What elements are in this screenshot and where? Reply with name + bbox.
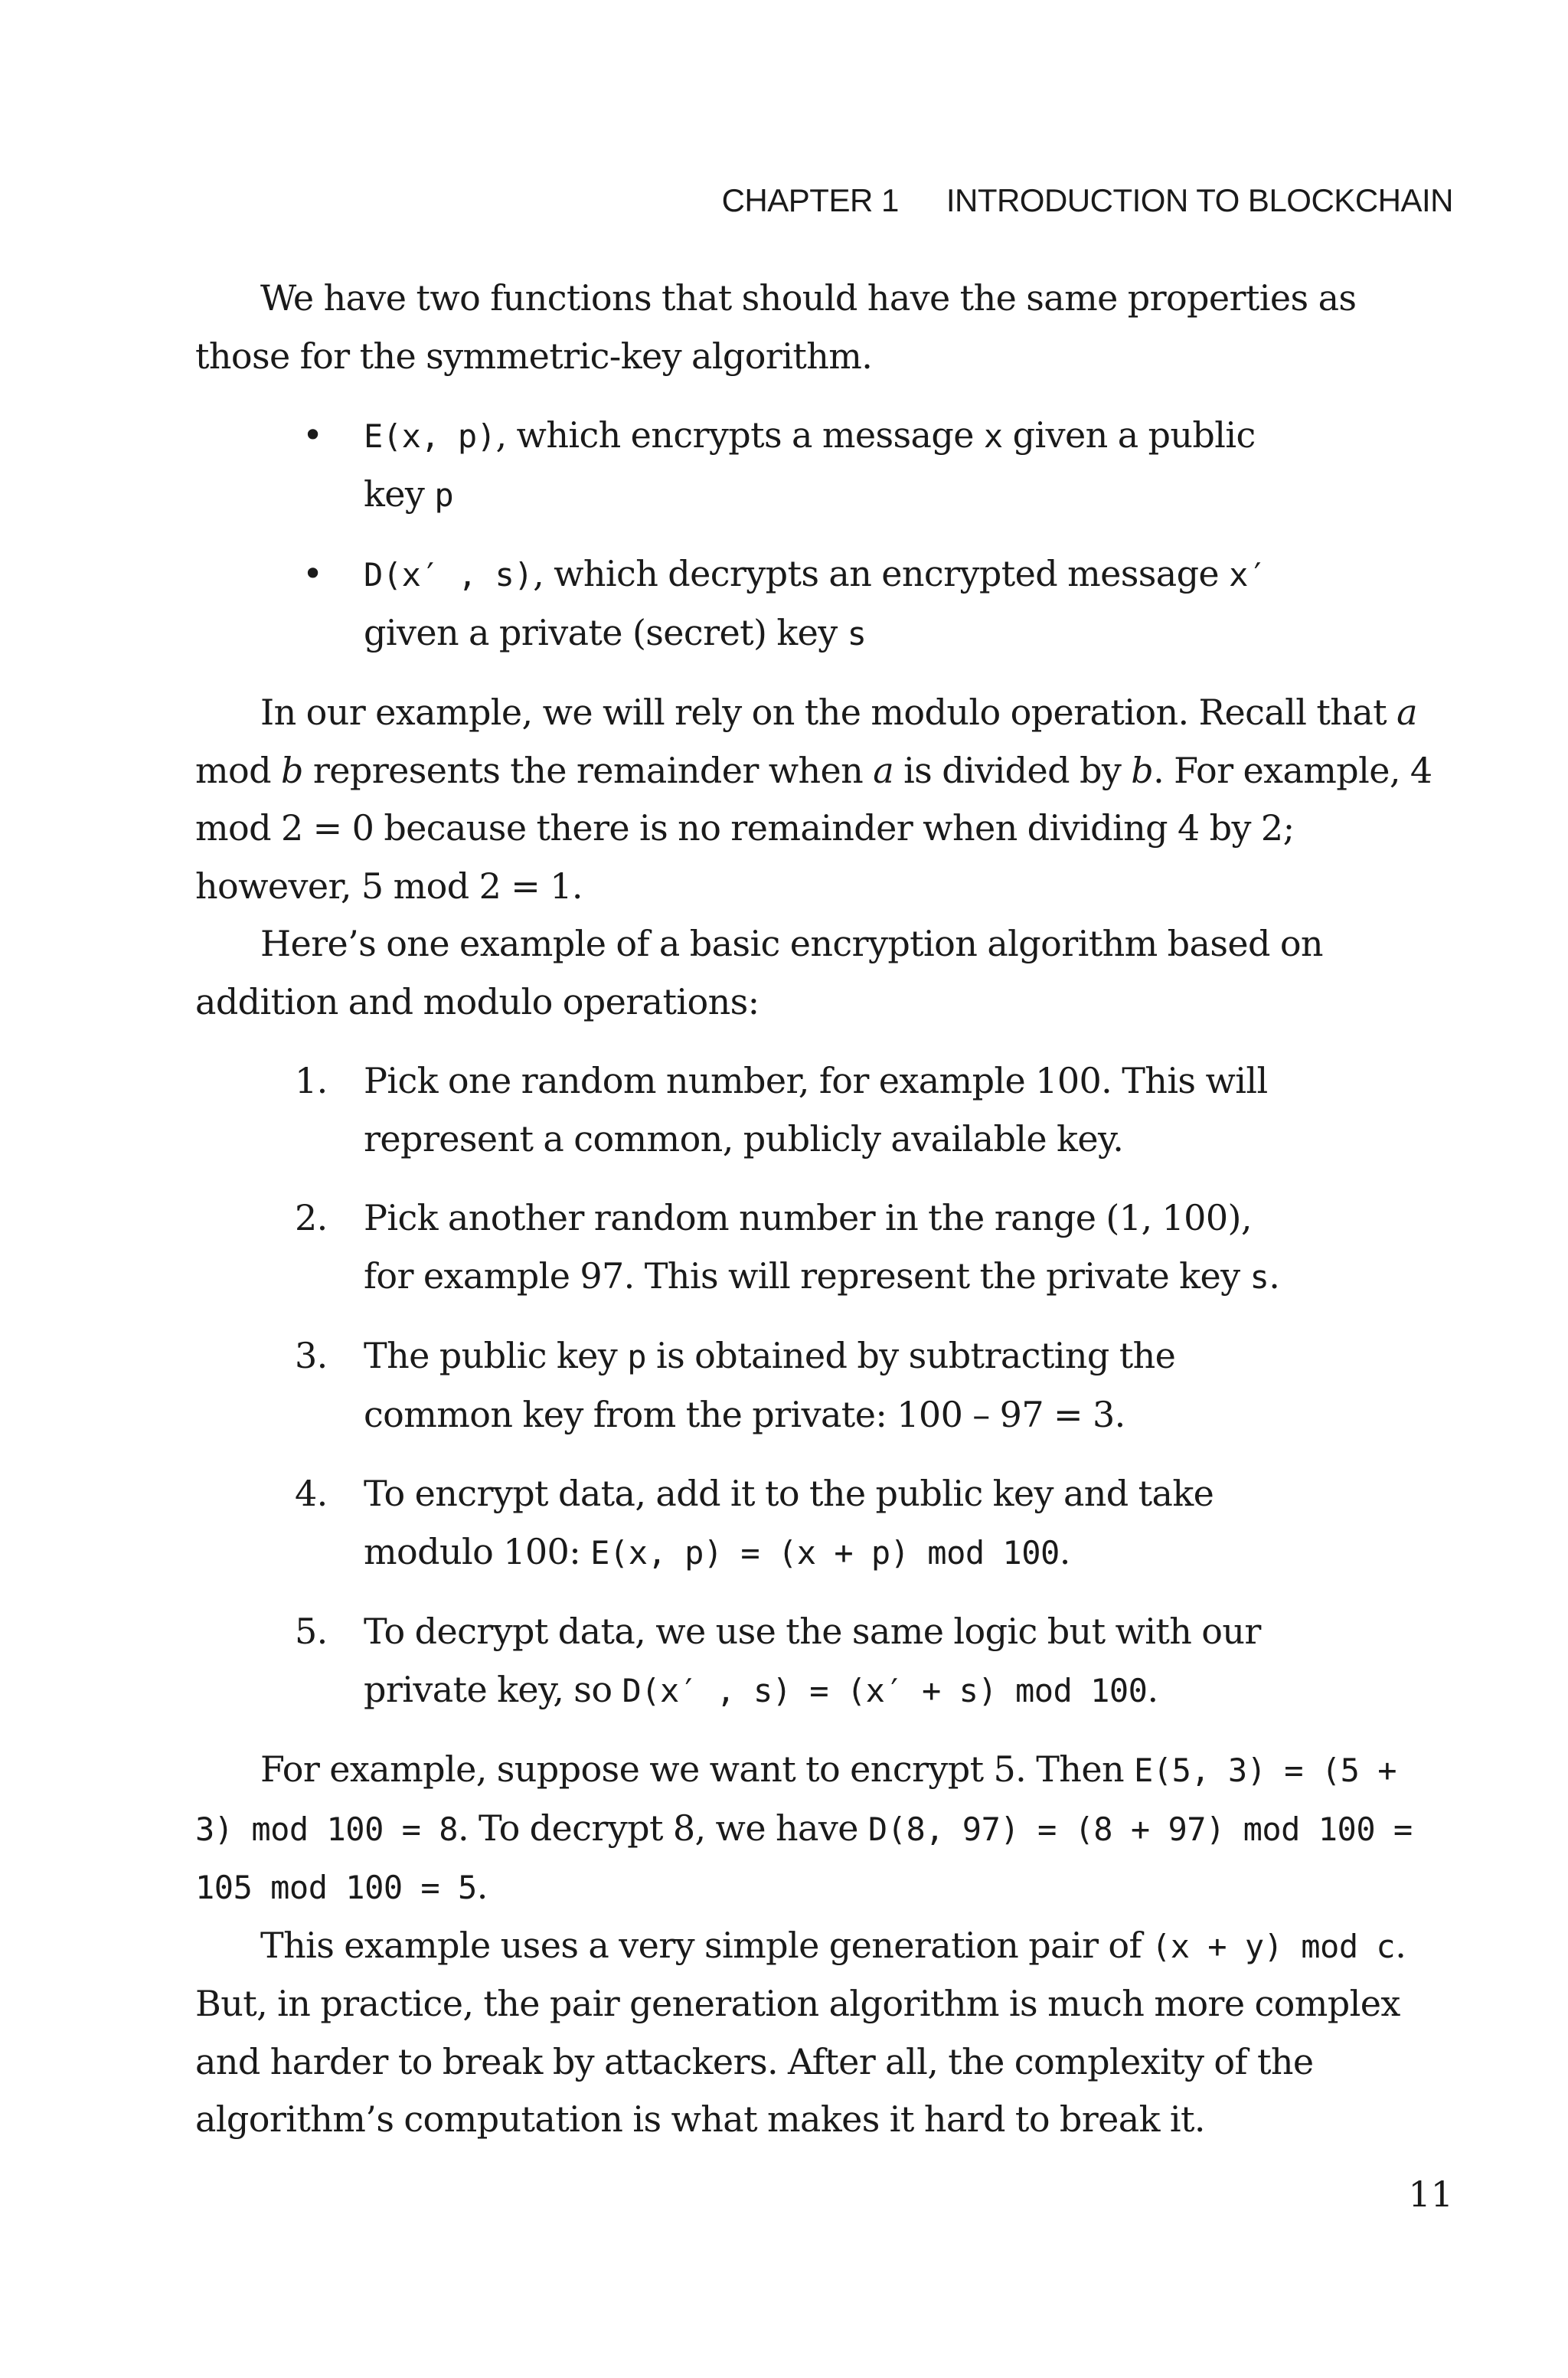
text-run: represents the remainder when bbox=[302, 749, 874, 791]
list-item-text: . bbox=[1059, 1530, 1070, 1572]
text-run: . To decrypt 8, we have bbox=[458, 1807, 868, 1849]
chapter-label: CHAPTER 1 bbox=[721, 182, 899, 218]
list-item-text: To decrypt data, we use the same logic but with our private key, so bbox=[364, 1611, 1261, 1710]
list-item bbox=[195, 407, 1282, 524]
list-item bbox=[195, 1327, 1282, 1444]
inline-code: D(8, 97) = (8 + 97) mod 100 = 105 mod 100 = 5 bbox=[195, 1810, 1413, 1906]
list-item-text: is obtained by subtracting the common key from the private: 100 – 97 = 3. bbox=[364, 1335, 1176, 1435]
inline-code: x′ bbox=[1229, 556, 1267, 594]
inline-code: E(5, 3) = (5 + 3) mod 100 = 8 bbox=[195, 1752, 1397, 1848]
list-item-text: . bbox=[1147, 1668, 1158, 1710]
function-bullet-list bbox=[195, 407, 1451, 662]
list-item bbox=[195, 1603, 1282, 1719]
text-run: . For example, 4 mod 2 = 0 because there is no remainder when dividing 4 by 2; however, 5 mod 2 = 1. bbox=[195, 749, 1432, 907]
list-item-text: The public key bbox=[364, 1335, 628, 1376]
bullet-marker: • bbox=[302, 553, 323, 594]
inline-code: (x + y) mod c bbox=[1151, 1927, 1396, 1965]
inline-code: p bbox=[627, 1338, 646, 1375]
math-var: b bbox=[280, 749, 303, 791]
bullet-marker: • bbox=[302, 414, 323, 456]
text-run: For example, suppose we want to encrypt 5. Then bbox=[260, 1748, 1134, 1790]
text-run: is divided by bbox=[893, 749, 1132, 791]
text-run: In our example, we will rely on the modulo operation. Recall that bbox=[260, 692, 1397, 733]
list-item bbox=[195, 1189, 1282, 1306]
inline-code: x bbox=[983, 417, 1003, 455]
list-item bbox=[195, 1052, 1282, 1168]
list-item-text: given a private (secret) key bbox=[364, 611, 848, 653]
inline-code: s bbox=[847, 614, 867, 653]
page-number: 11 bbox=[1408, 2174, 1453, 2215]
step-number: 3. bbox=[295, 1335, 328, 1376]
chapter-title: INTRODUCTION TO BLOCKCHAIN bbox=[946, 182, 1453, 218]
worked-example-paragraph bbox=[195, 1741, 1451, 1917]
list-item-text: Pick another random number in the range (1, 100), for example 97. This will represent the private key bbox=[364, 1197, 1252, 1297]
list-item-text: Pick one random number, for example 100. This will represent a common, publicly available key. bbox=[364, 1060, 1268, 1160]
step-number: 1. bbox=[295, 1060, 328, 1101]
text-run: This example uses a very simple generation pair of bbox=[260, 1924, 1152, 1966]
list-item-text: To encrypt data, add it to the public key and take modulo 100: bbox=[364, 1473, 1214, 1572]
list-item-text: given a public key bbox=[364, 414, 1256, 515]
math-var: a bbox=[1396, 692, 1417, 733]
list-item bbox=[195, 1465, 1282, 1582]
text-run: . But, in practice, the pair generation algorithm is much more complex and harder to break by attackers. After all, the complexity of the algorithm’s computation is what makes it hard to break it. bbox=[195, 1924, 1406, 2140]
intro-paragraph: We have two functions that should have the same properties as those for the symmetric-key algorithm. bbox=[195, 277, 1357, 377]
inline-code: E(x, p) = (x + p) mod 100 bbox=[590, 1533, 1060, 1572]
list-item bbox=[195, 545, 1282, 662]
inline-code: E(x, p) bbox=[364, 417, 496, 455]
list-item-text: , which encrypts a message bbox=[495, 414, 984, 456]
inline-code: s bbox=[1250, 1258, 1269, 1296]
step-number: 4. bbox=[295, 1473, 328, 1514]
running-header bbox=[722, 182, 1453, 219]
inline-code: D(x′ , s) bbox=[364, 556, 534, 594]
inline-code: p bbox=[434, 476, 454, 514]
modulo-paragraph bbox=[195, 684, 1451, 915]
closing-paragraph bbox=[195, 1917, 1451, 2149]
list-item-text: , which decrypts an encrypted message bbox=[533, 553, 1230, 594]
example-intro-paragraph: Here’s one example of a basic encryption algorithm based on addition and modulo operations: bbox=[195, 923, 1323, 1022]
list-item-text: . bbox=[1269, 1254, 1280, 1297]
step-number: 5. bbox=[295, 1611, 328, 1652]
step-number: 2. bbox=[295, 1197, 328, 1238]
text-run: mod bbox=[195, 749, 281, 791]
body-text bbox=[195, 270, 1451, 2149]
steps-numbered-list bbox=[195, 1052, 1451, 1719]
math-var: a bbox=[873, 749, 894, 791]
math-var: b bbox=[1131, 749, 1154, 791]
text-run: . bbox=[476, 1866, 488, 1907]
inline-code: D(x′ , s) = (x′ + s) mod 100 bbox=[622, 1671, 1148, 1709]
